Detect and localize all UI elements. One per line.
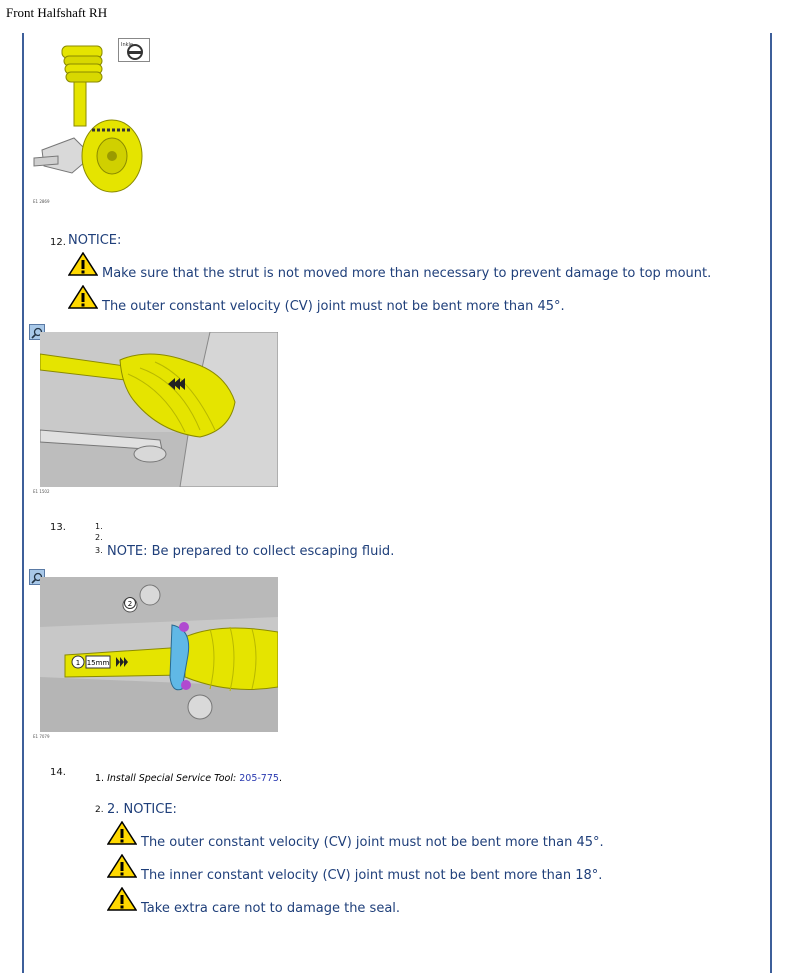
warning-text: Take extra care not to damage the seal.	[141, 901, 401, 916]
notice-label: 2. NOTICE:	[107, 802, 177, 817]
strut-illustration	[32, 38, 152, 198]
punctuation: .	[278, 773, 282, 784]
substep-number: 1.	[95, 522, 103, 531]
substep-number: 2.	[95, 533, 103, 542]
left-border-rule	[22, 33, 24, 973]
tool-link[interactable]: 205-775	[239, 773, 279, 784]
special-tool-illustration	[40, 577, 278, 732]
figure-id: E1 7079	[33, 734, 50, 739]
warning-text: Make sure that the strut is not moved more than necessary to prevent damage to top mount.	[102, 266, 712, 281]
install-tool-instruction	[95, 773, 282, 784]
note-text: NOTE: Be prepared to collect escaping fluid.	[107, 544, 395, 559]
warning-text: The outer constant velocity (CV) joint must not be bent more than 45°.	[141, 835, 604, 850]
warning-icon	[107, 887, 137, 915]
warning-text: The outer constant velocity (CV) joint must not be bent more than 45°.	[102, 299, 565, 314]
substep-number: 3.	[95, 546, 103, 555]
instruction-text: Install Special Service Tool:	[107, 773, 237, 784]
warning-icon	[107, 821, 137, 849]
cv-joint-illustration	[40, 332, 278, 487]
step-number: 13.	[50, 522, 66, 533]
step-number: 12.	[50, 237, 66, 248]
warning-icon	[68, 252, 98, 280]
warning-icon	[107, 854, 137, 882]
substep-number: 1.	[95, 773, 105, 784]
right-border-rule	[770, 33, 772, 973]
figure-id: E1 1502	[33, 489, 50, 494]
page-title: Front Halfshaft RH	[6, 5, 108, 20]
callout-number: 2	[127, 600, 133, 608]
step-number: 14.	[50, 767, 66, 778]
callout-number: 1	[75, 659, 81, 667]
notice-label: NOTICE:	[68, 233, 122, 248]
warning-icon	[68, 285, 98, 313]
figure-id: E1 2869	[33, 199, 50, 204]
steering-wheel-icon	[118, 38, 150, 62]
substep-number: 2.	[95, 805, 104, 815]
svg-text:Inkle: Inkle	[121, 42, 134, 48]
callout-label: 15mm	[86, 659, 110, 667]
warning-text: The inner constant velocity (CV) joint must not be bent more than 18°.	[141, 868, 603, 883]
